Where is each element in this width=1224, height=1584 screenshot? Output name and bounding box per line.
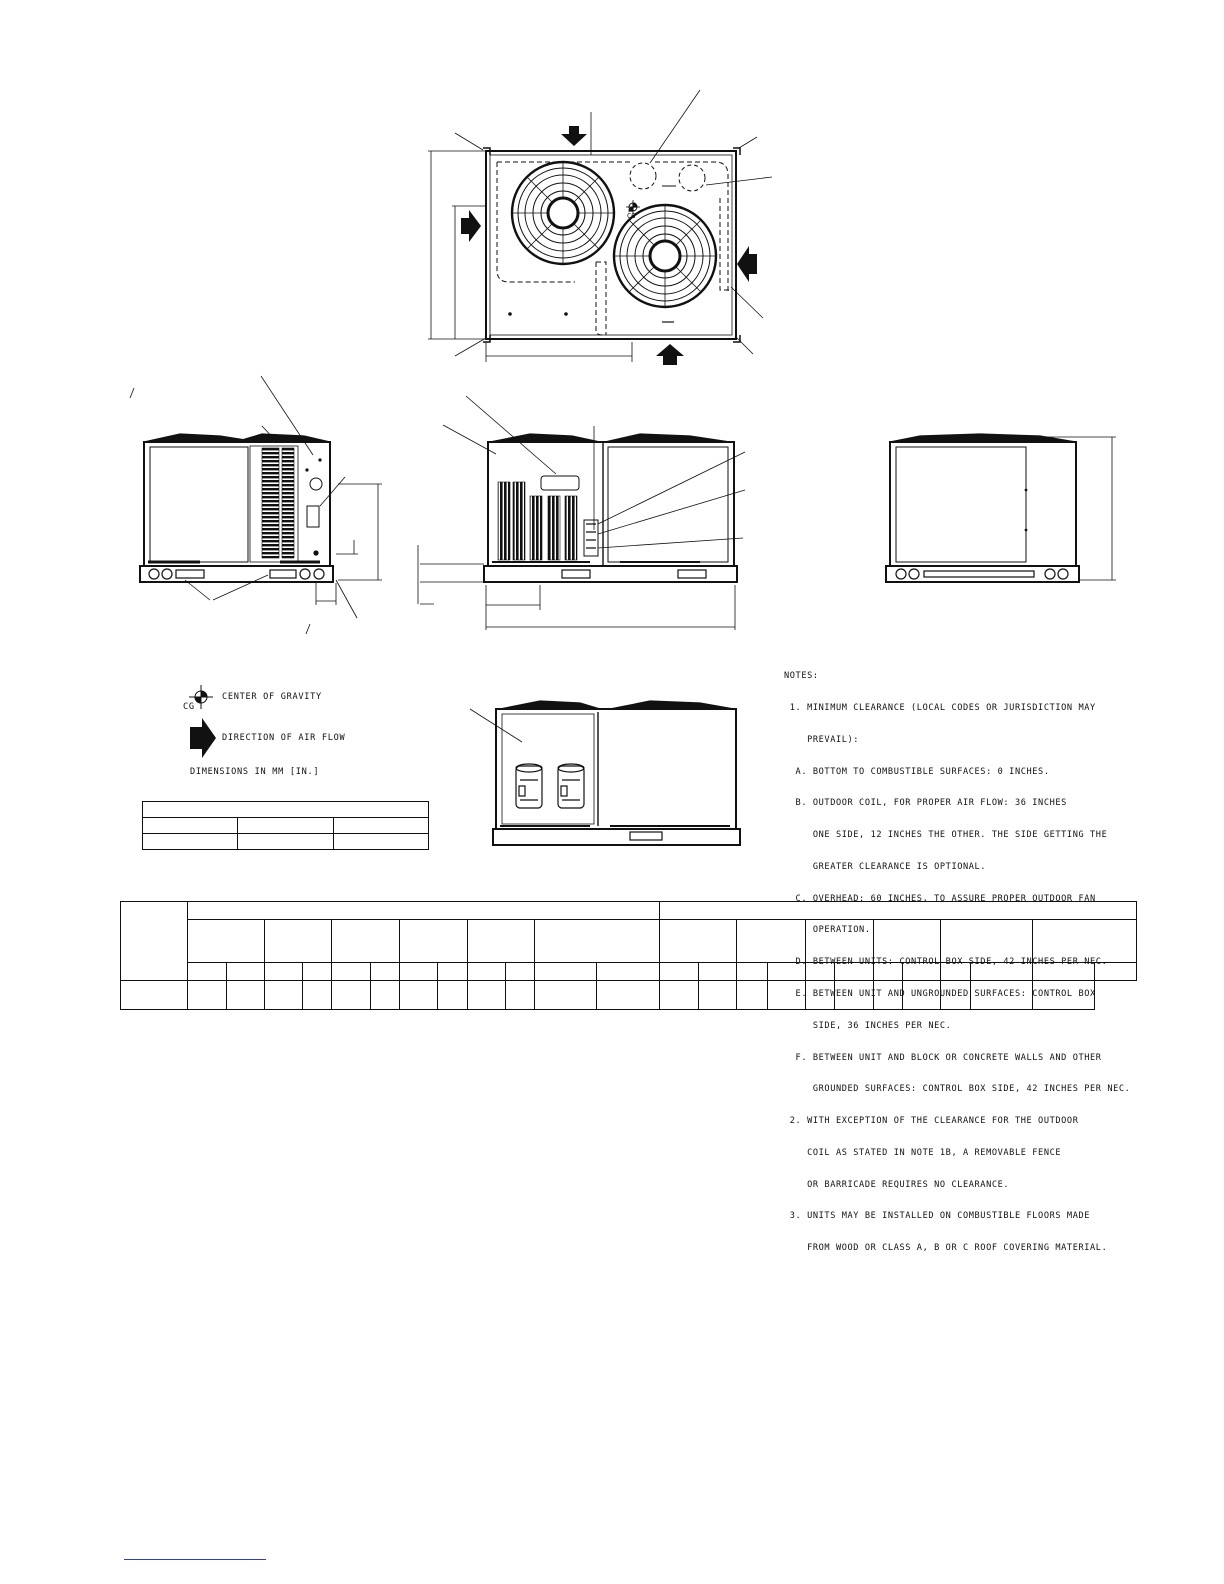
table-cell (143, 834, 238, 850)
notes-line: B. OUTDOOR COIL, FOR PROPER AIR FLOW: 36 INCHES (784, 798, 1067, 809)
table-cell (874, 962, 903, 980)
table-cell (188, 962, 227, 980)
footer-rule (124, 1559, 266, 1560)
table-cell (874, 920, 941, 962)
table-cell (535, 920, 660, 962)
table-cell (768, 962, 806, 980)
table-cell (806, 920, 874, 962)
table-cell (660, 902, 1137, 920)
legend-cg-label: CG (183, 702, 195, 712)
table-cell (332, 962, 371, 980)
notes-line: ONE SIDE, 12 INCHES THE OTHER. THE SIDE GETTING THE (784, 830, 1108, 841)
table-cell (303, 962, 332, 980)
table-cell (227, 962, 265, 980)
table-cell (265, 920, 332, 962)
notes-line: E. BETWEEN UNIT AND UNGROUNDED SURFACES: CONTROL BOX (784, 989, 1096, 999)
table-cell (941, 962, 971, 980)
notes-line: F. BETWEEN UNIT AND BLOCK OR CONCRETE WALLS AND OTHER (784, 1052, 1102, 1063)
table-cell (265, 980, 303, 1009)
table-cell (660, 980, 699, 1009)
table-cell (265, 962, 303, 980)
table-cell (238, 834, 333, 850)
table-cell (332, 920, 400, 962)
table-cell (143, 802, 429, 818)
table-cell (438, 962, 468, 980)
notes-line: PREVAIL): (784, 734, 860, 745)
table-cell (835, 962, 874, 980)
table-cell (333, 818, 428, 834)
notes-line: 1. MINIMUM CLEARANCE (LOCAL CODES OR JURISDICTION MAY (784, 702, 1096, 713)
table-cell (188, 980, 227, 1009)
corner-weight-table (120, 901, 1137, 1010)
legend-cg-text: CENTER OF GRAVITY (222, 692, 322, 702)
table-cell (227, 980, 265, 1009)
table-cell (333, 834, 428, 850)
table-cell (660, 962, 699, 980)
table-cell (941, 980, 971, 1009)
table-cell (188, 902, 660, 920)
table-cell (971, 962, 1033, 980)
notes-line: COIL AS STATED IN NOTE 1B, A REMOVABLE FENCE (784, 1147, 1062, 1158)
table-cell (737, 980, 768, 1009)
table-cell (468, 980, 506, 1009)
table-cell (768, 980, 806, 1009)
table-cell (400, 980, 438, 1009)
table-cell (835, 980, 874, 1009)
front-view (418, 396, 745, 630)
table-cell (903, 962, 941, 980)
table-cell (699, 962, 737, 980)
notes-line: OR BARRICADE REQUIRES NO CLEARANCE. (784, 1179, 1010, 1190)
table-cell (1095, 962, 1137, 980)
table-cell (660, 920, 737, 962)
condenser-fan-2 (614, 205, 716, 307)
right-side-view (886, 434, 1116, 582)
table-cell (438, 980, 468, 1009)
notes-line: SIDE, 36 INCHES PER NEC. (784, 1020, 952, 1031)
table-cell (874, 980, 903, 1009)
airflow-arrow-symbol (190, 718, 216, 758)
top-cg-label: CG (627, 212, 636, 220)
table-cell (806, 980, 835, 1009)
table-cell (468, 962, 506, 980)
table-cell (1033, 980, 1095, 1009)
table-cell (303, 980, 332, 1009)
table-cell (535, 962, 597, 980)
table-cell (737, 920, 806, 962)
compressor-1 (516, 764, 542, 808)
table-cell (332, 980, 371, 1009)
rear-view (470, 701, 740, 845)
table-cell (143, 818, 238, 834)
table-cell (400, 920, 468, 962)
table-cell (121, 980, 188, 1009)
weight-summary-table (142, 801, 429, 850)
legend-airflow-text: DIRECTION OF AIR FLOW (222, 733, 346, 743)
notes-header: NOTES: (784, 671, 819, 682)
notes-line: A. BOTTOM TO COMBUSTIBLE SURFACES: 0 INCHES. (784, 766, 1050, 777)
table-cell (535, 980, 597, 1009)
table-cell (121, 902, 188, 981)
notes-line: GROUNDED SURFACES: CONTROL BOX SIDE, 42 INCHES PER NEC. (784, 1084, 1131, 1095)
notes-line: 2. WITH EXCEPTION OF THE CLEARANCE FOR THE OUTDOOR (784, 1116, 1079, 1127)
notes-line: GREATER CLEARANCE IS OPTIONAL. (784, 861, 987, 872)
table-cell (941, 920, 1033, 962)
table-cell (506, 962, 535, 980)
table-cell (238, 818, 333, 834)
notes-line: D. BETWEEN UNITS: CONTROL BOX SIDE, 42 INCHES PER NEC. (784, 957, 1108, 968)
table-cell (971, 980, 1033, 1009)
notes-line: 3. UNITS MAY BE INSTALLED ON COMBUSTIBLE FLOORS MADE (784, 1211, 1091, 1222)
table-cell (903, 980, 941, 1009)
left-side-view (130, 376, 382, 634)
notes-line: FROM WOOD OR CLASS A, B OR C ROOF COVERING MATERIAL. (784, 1243, 1108, 1254)
table-cell (188, 920, 265, 962)
table-cell (1033, 920, 1137, 962)
table-cell (400, 962, 438, 980)
table-cell (371, 962, 400, 980)
table-cell (699, 980, 737, 1009)
compressor-2 (558, 764, 584, 808)
table-cell (806, 962, 835, 980)
table-cell (371, 980, 400, 1009)
table-cell (597, 980, 660, 1009)
legend-dimensions-text: DIMENSIONS IN MM [IN.] (190, 767, 320, 777)
table-cell (468, 920, 535, 962)
table-cell (1033, 962, 1095, 980)
table-cell (737, 962, 768, 980)
condenser-fan-1 (512, 162, 614, 264)
notes-line: C. OVERHEAD: 60 INCHES, TO ASSURE PROPER OUTDOOR FAN (784, 893, 1096, 904)
notes-line: OPERATION. (784, 925, 871, 936)
table-cell (506, 980, 535, 1009)
table-cell (597, 962, 660, 980)
